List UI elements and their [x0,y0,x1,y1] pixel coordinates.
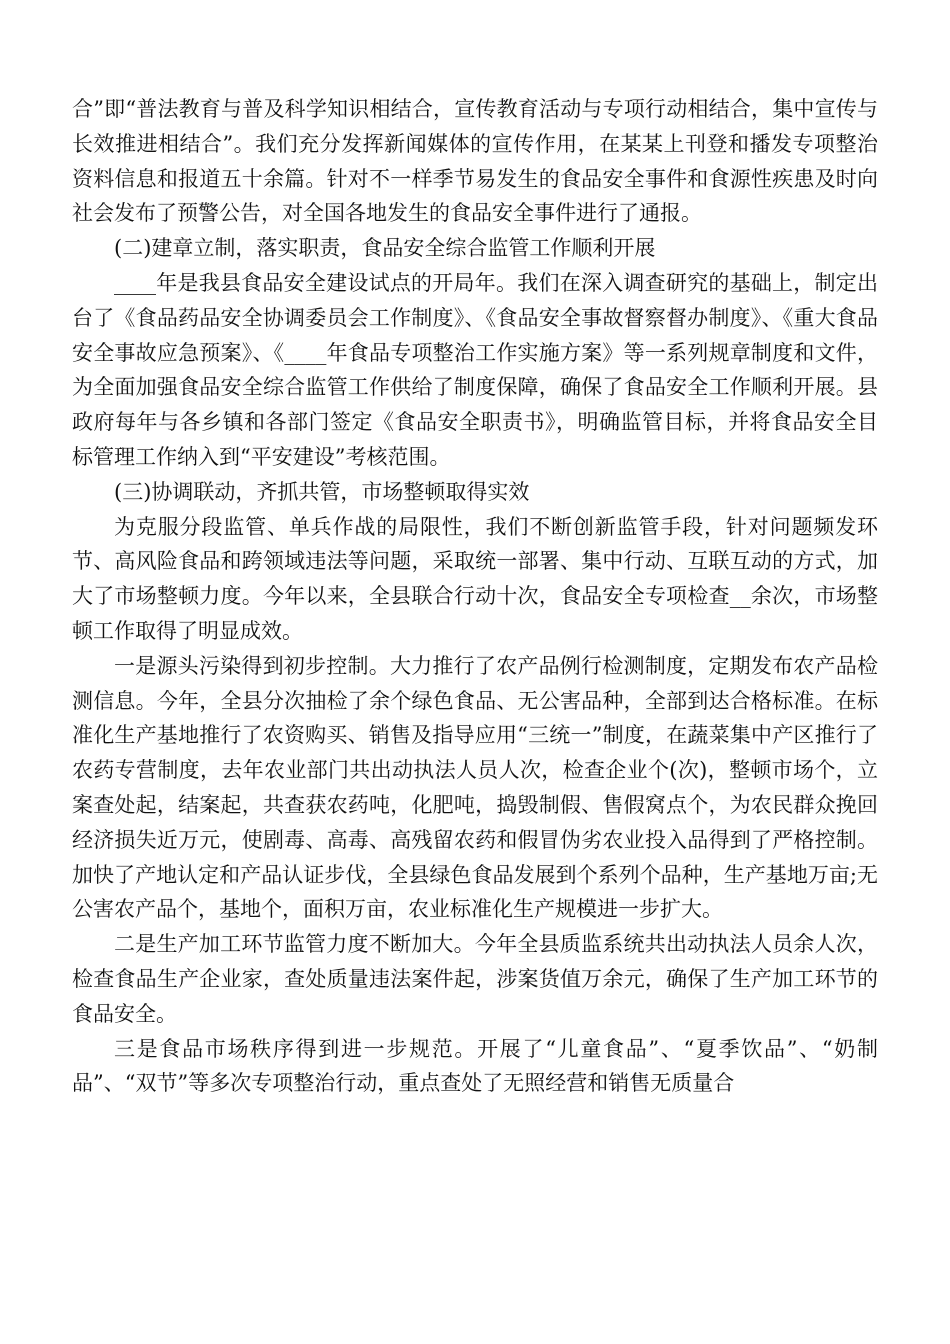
section-heading-3: (三)协调联动，齐抓共管，市场整顿取得实效 [114,479,530,504]
paragraph-source-pollution: 一是源头污染得到初步控制。大力推行了农产品例行检测制度，定期发布农产品检测信息。今年，全县分次抽检了余个绿色食品、无公害品种，全部到达合格标准。在标准化生产基地推行了农资购买、销售及指导应用“三统一”制度，在蔬菜集中产区推行了农药专营制度，去年农业部门共出动执法人员人次，检查企业个(次)，整顿市场个，立案查处起，结案起，共查获农药吨，化肥吨，捣毁制假、售假窝点个，为农民群众挽回经济损失近万元，使剧毒、高毒、高残留农药和假冒伪劣农业投入品得到了严格控制。加快了产地认定和产品认证步伐，全县绿色食品发展到个系列个品种，生产基地万亩;无公害农产品个，基地个，面积万亩，农业标准化生产规模进一步扩大。 [72,653,878,922]
paragraph-regulations: ____年是我县食品安全建设试点的开局年。我们在深入调查研究的基础上，制定出台了《食品药品安全协调委员会工作制度》、《食品安全事故督察督办制度》、《重大食品安全事故应急预案》、《____年食品专项整治工作实施方案》等一系列规章制度和文件，为全面加强食品安全综合监管工作供给了制度保障，确保了食品安全工作顺利开展。县政府每年与各乡镇和各部门签定《食品安全职责书》，明确监管目标，并将食品安全目标管理工作纳入到“平安建设”考核范围。 [72,270,878,469]
section-heading-2: (二)建章立制，落实职责，食品安全综合监管工作顺利开展 [114,236,656,261]
paragraph-production-supervision: 二是生产加工环节监管力度不断加大。今年全县质监系统共出动执法人员余人次，检查食品生产企业家，查处质量违法案件起，涉案货值万余元，确保了生产加工环节的食品安全。 [72,932,878,1026]
document-body [72,92,878,1101]
paragraph-market-order: 三是食品市场秩序得到进一步规范。开展了“儿童食品”、“夏季饮品”、“奶制品”、“双节”等多次专项整治行动，重点查处了无照经营和销售无质量合 [72,1036,878,1096]
paragraph-publicity: 合”即“普法教育与普及科学知识相结合，宣传教育活动与专项行动相结合，集中宣传与长效推进相结合”。我们充分发挥新闻媒体的宣传作用，在某某上刊登和播发专项整治资料信息和报道五十余篇。针对不一样季节易发生的食品安全事件和食源性疾患及时向社会发布了预警公告，对全国各地发生的食品安全事件进行了通报。 [72,97,878,226]
paragraph-market-rectification: 为克服分段监管、单兵作战的局限性，我们不断创新监管手段，针对问题频发环节、高风险食品和跨领域违法等问题，采取统一部署、集中行动、互联互动的方式，加大了市场整顿力度。今年以来，全县联合行动十次，食品安全专项检查__余次，市场整顿工作取得了明显成效。 [72,514,878,643]
